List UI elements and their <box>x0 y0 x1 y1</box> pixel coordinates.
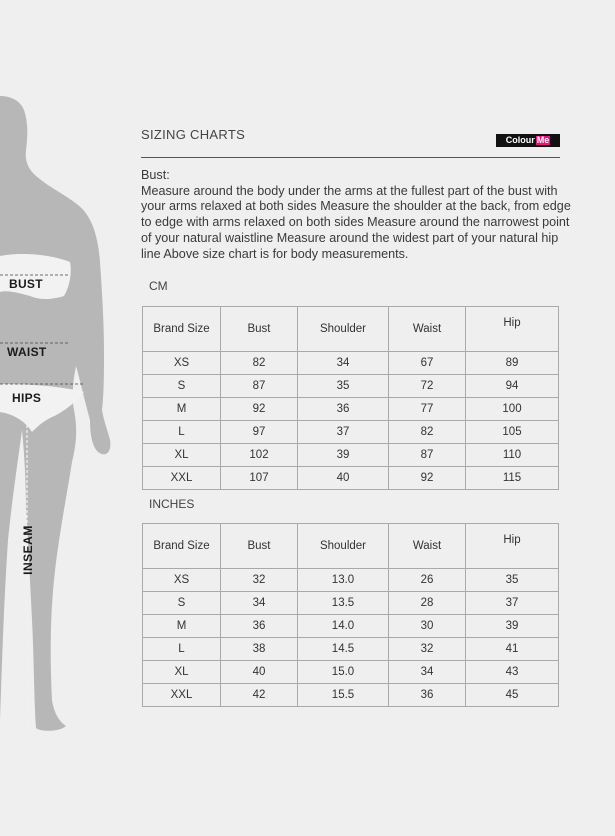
table-row <box>143 592 559 615</box>
table-cell: 87 <box>221 375 298 398</box>
table-cell: 82 <box>221 352 298 375</box>
column-header: Brand Size <box>143 307 221 352</box>
table-cell: 13.0 <box>298 569 389 592</box>
table-cell: 36 <box>389 684 466 707</box>
table-row <box>143 398 559 421</box>
table-row <box>143 375 559 398</box>
column-header: Shoulder <box>298 524 389 569</box>
table-header-row <box>143 307 559 352</box>
table-cell: XXL <box>143 467 221 490</box>
table-cell: 34 <box>389 661 466 684</box>
table-cell: 32 <box>221 569 298 592</box>
table-row <box>143 569 559 592</box>
table-cell: 14.5 <box>298 638 389 661</box>
description-heading: Bust: <box>141 168 170 182</box>
table-cell: 15.5 <box>298 684 389 707</box>
table-row <box>143 352 559 375</box>
table-cell: 15.0 <box>298 661 389 684</box>
table-cell: 43 <box>466 661 559 684</box>
brand-accent: Me <box>536 135 550 145</box>
page-title: SIZING CHARTS <box>141 127 246 142</box>
table-cell: 34 <box>221 592 298 615</box>
table-row <box>143 661 559 684</box>
column-header: Waist <box>389 524 466 569</box>
column-header: Waist <box>389 307 466 352</box>
column-header: Brand Size <box>143 524 221 569</box>
table-row <box>143 615 559 638</box>
table-row <box>143 638 559 661</box>
table-cell: 35 <box>466 569 559 592</box>
table-cell: 30 <box>389 615 466 638</box>
body-measurement-figure <box>0 0 130 831</box>
table-cell: 115 <box>466 467 559 490</box>
table-cell: 94 <box>466 375 559 398</box>
inches-unit-label: INCHES <box>149 497 195 511</box>
table-cell: M <box>143 615 221 638</box>
table-cell: 39 <box>466 615 559 638</box>
description-body: Measure around the body under the arms at the fullest part of the bust with your arms relaxed at both sides Measure the shoulder at the back, from edge to edge with arms relaxed on both sides Measure around the narrowest point of your natural waistline Measure around the widest part of your natural hip line Above size chart is for body measurements. <box>141 183 571 261</box>
waist-label: WAIST <box>7 345 47 359</box>
table-cell: 26 <box>389 569 466 592</box>
header-divider <box>141 157 560 158</box>
table-cell: 72 <box>389 375 466 398</box>
table-cell: 82 <box>389 421 466 444</box>
table-cell: 102 <box>221 444 298 467</box>
table-cell: XXL <box>143 684 221 707</box>
inches-size-table <box>142 523 559 707</box>
table-row <box>143 467 559 490</box>
table-cell: 28 <box>389 592 466 615</box>
table-row <box>143 421 559 444</box>
table-cell: 97 <box>221 421 298 444</box>
table-cell: 37 <box>466 592 559 615</box>
table-cell: 40 <box>298 467 389 490</box>
bust-label: BUST <box>9 277 43 291</box>
column-header: Bust <box>221 307 298 352</box>
inseam-label-wrap <box>14 520 42 580</box>
column-header: Hip <box>466 524 559 569</box>
brand-logo <box>496 134 560 147</box>
table-cell: XL <box>143 661 221 684</box>
table-row <box>143 444 559 467</box>
table-cell: L <box>143 421 221 444</box>
table-cell: 34 <box>298 352 389 375</box>
table-cell: 35 <box>298 375 389 398</box>
table-cell: XL <box>143 444 221 467</box>
brand-name: Colour <box>505 135 535 145</box>
table-cell: 89 <box>466 352 559 375</box>
table-cell: 42 <box>221 684 298 707</box>
column-header: Bust <box>221 524 298 569</box>
column-header: Hip <box>466 307 559 352</box>
table-cell: 38 <box>221 638 298 661</box>
table-cell: L <box>143 638 221 661</box>
table-cell: 67 <box>389 352 466 375</box>
table-cell: 41 <box>466 638 559 661</box>
hips-label: HIPS <box>12 391 42 405</box>
table-header-row <box>143 524 559 569</box>
table-cell: 36 <box>221 615 298 638</box>
cm-size-table <box>142 306 559 490</box>
table-cell: 110 <box>466 444 559 467</box>
table-cell: 92 <box>389 467 466 490</box>
table-cell: XS <box>143 352 221 375</box>
table-cell: M <box>143 398 221 421</box>
body-silhouette <box>0 0 130 831</box>
column-header: Shoulder <box>298 307 389 352</box>
table-cell: 14.0 <box>298 615 389 638</box>
table-cell: 40 <box>221 661 298 684</box>
cm-unit-label: CM <box>149 279 168 293</box>
table-cell: 13.5 <box>298 592 389 615</box>
table-cell: S <box>143 592 221 615</box>
inseam-label: INSEAM <box>21 525 36 575</box>
table-cell: S <box>143 375 221 398</box>
table-cell: 37 <box>298 421 389 444</box>
table-cell: 87 <box>389 444 466 467</box>
table-row <box>143 684 559 707</box>
table-cell: 39 <box>298 444 389 467</box>
table-cell: 107 <box>221 467 298 490</box>
table-cell: 36 <box>298 398 389 421</box>
table-cell: 105 <box>466 421 559 444</box>
table-cell: 45 <box>466 684 559 707</box>
table-cell: 100 <box>466 398 559 421</box>
measurement-description <box>141 168 571 262</box>
table-cell: XS <box>143 569 221 592</box>
table-cell: 77 <box>389 398 466 421</box>
table-cell: 92 <box>221 398 298 421</box>
table-cell: 32 <box>389 638 466 661</box>
